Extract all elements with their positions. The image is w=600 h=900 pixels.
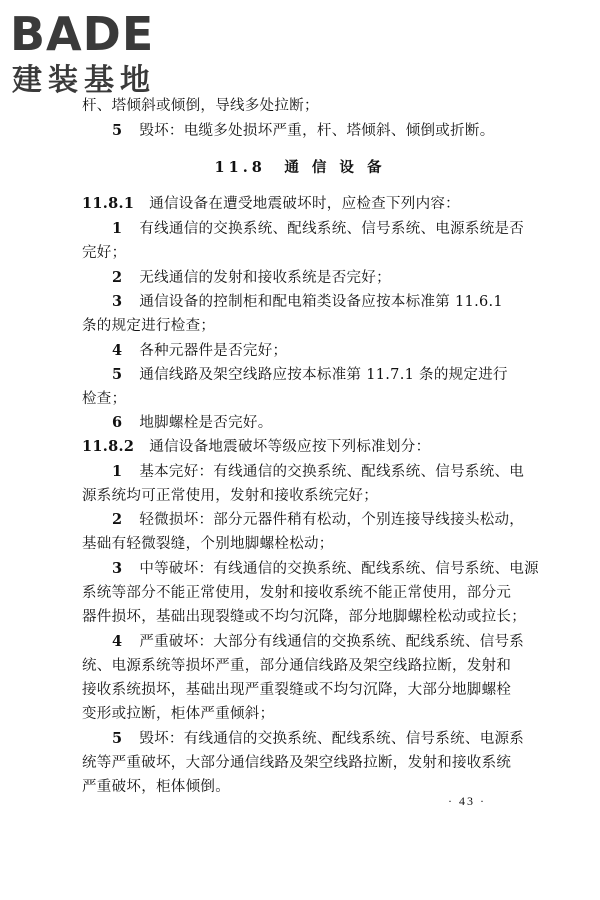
list-item (112, 729, 524, 749)
list-item (112, 413, 273, 433)
clause-number: 11.8.1 (82, 195, 135, 212)
item-text-cont: 检查； (82, 391, 127, 407)
list-item (112, 510, 524, 530)
item-number: 2 (112, 269, 123, 286)
page-number: · 43 · (448, 794, 486, 808)
list-item (112, 268, 391, 288)
item-text: 地脚螺栓是否完好。 (139, 415, 273, 431)
clause-intro: 通信设备地震破坏等级应按下列标准划分： (149, 439, 431, 455)
item-text: 毁坏：有线通信的交换系统、配线系统、信号系统、电源系 (139, 731, 525, 747)
list-item (112, 292, 503, 312)
item-text-cont: 器件损坏，基础出现裂缝或不均匀沉降，部分地脚螺栓松动或拉长； (82, 609, 526, 625)
item-text: 通信线路及架空线路应按本标准第 11.7.1 条的规定进行 (139, 367, 508, 383)
item-number: 5 (112, 366, 123, 383)
item-text-cont: 系统等部分不能正常使用，发射和接收系统不能正常使用，部分元 (82, 585, 512, 601)
item-text: 无线通信的发射和接收系统是否完好； (139, 270, 391, 286)
paragraph-line: 杆、塔倾斜或倾倒，导线多处拉断； (82, 98, 319, 114)
item-number: 4 (112, 633, 123, 650)
item-number: 1 (112, 220, 123, 237)
item-text-cont: 源系统均可正常使用，发射和接收系统完好； (82, 488, 378, 504)
item-text: 有线通信的交换系统、配线系统、信号系统、电源系统是否 (139, 221, 525, 237)
list-item (112, 559, 539, 579)
logo-subtitle: 建装基地 (12, 63, 156, 96)
list-item (112, 341, 287, 361)
item-number: 4 (112, 342, 123, 359)
item-text: 毁坏：电缆多处损坏严重，杆、塔倾斜、倾倒或折断。 (139, 123, 495, 139)
item-text-cont: 严重破坏，柜体倾倒。 (82, 779, 230, 795)
item-text-cont: 变形或拉断，柜体严重倾斜； (82, 706, 275, 722)
logo-brand: BADE (10, 7, 155, 61)
item-number: 1 (112, 463, 123, 480)
list-item (112, 462, 524, 482)
clause-intro: 通信设备在遭受地震破坏时，应检查下列内容： (149, 196, 460, 212)
item-number: 2 (112, 511, 123, 528)
clause-11-8-1 (82, 194, 460, 214)
item-number: 5 (112, 730, 123, 747)
bade-logo (10, 6, 175, 96)
list-item (112, 365, 508, 385)
item-text: 严重破坏：大部分有线通信的交换系统、配线系统、信号系 (139, 634, 525, 650)
list-item (112, 121, 495, 141)
item-text: 各种元器件是否完好； (139, 343, 288, 359)
item-text: 基本完好：有线通信的交换系统、配线系统、信号系统、电 (139, 464, 525, 480)
item-text-cont: 基础有轻微裂缝，个别地脚螺栓松动； (82, 536, 334, 552)
list-item (112, 219, 524, 239)
clause-11-8-2 (82, 437, 430, 457)
item-text: 中等破坏：有线通信的交换系统、配线系统、信号系统、电源 (139, 561, 539, 577)
item-text: 通信设备的控制柜和配电箱类设备应按本标准第 11.6.1 (139, 294, 503, 310)
item-text-cont: 条的规定进行检查； (82, 318, 216, 334)
item-text-cont: 接收系统损坏，基础出现严重裂缝或不均匀沉降，大部分地脚螺栓 (82, 682, 512, 698)
section-heading: 11.8 通 信 设 备 (214, 159, 386, 176)
list-item (112, 632, 524, 652)
item-text-cont: 统、电源系统等损坏严重，部分通信线路及架空线路拉断，发射和 (82, 658, 512, 674)
item-text-cont: 统等严重破坏，大部分通信线路及架空线路拉断，发射和接收系统 (82, 755, 512, 771)
item-number: 6 (112, 414, 123, 431)
item-number: 5 (112, 122, 123, 139)
item-text-cont: 完好； (82, 245, 127, 261)
item-number: 3 (112, 560, 123, 577)
clause-number: 11.8.2 (82, 438, 135, 455)
item-number: 3 (112, 293, 123, 310)
item-text: 轻微损坏：部分元器件稍有松动，个别连接导线接头松动， (139, 512, 525, 528)
